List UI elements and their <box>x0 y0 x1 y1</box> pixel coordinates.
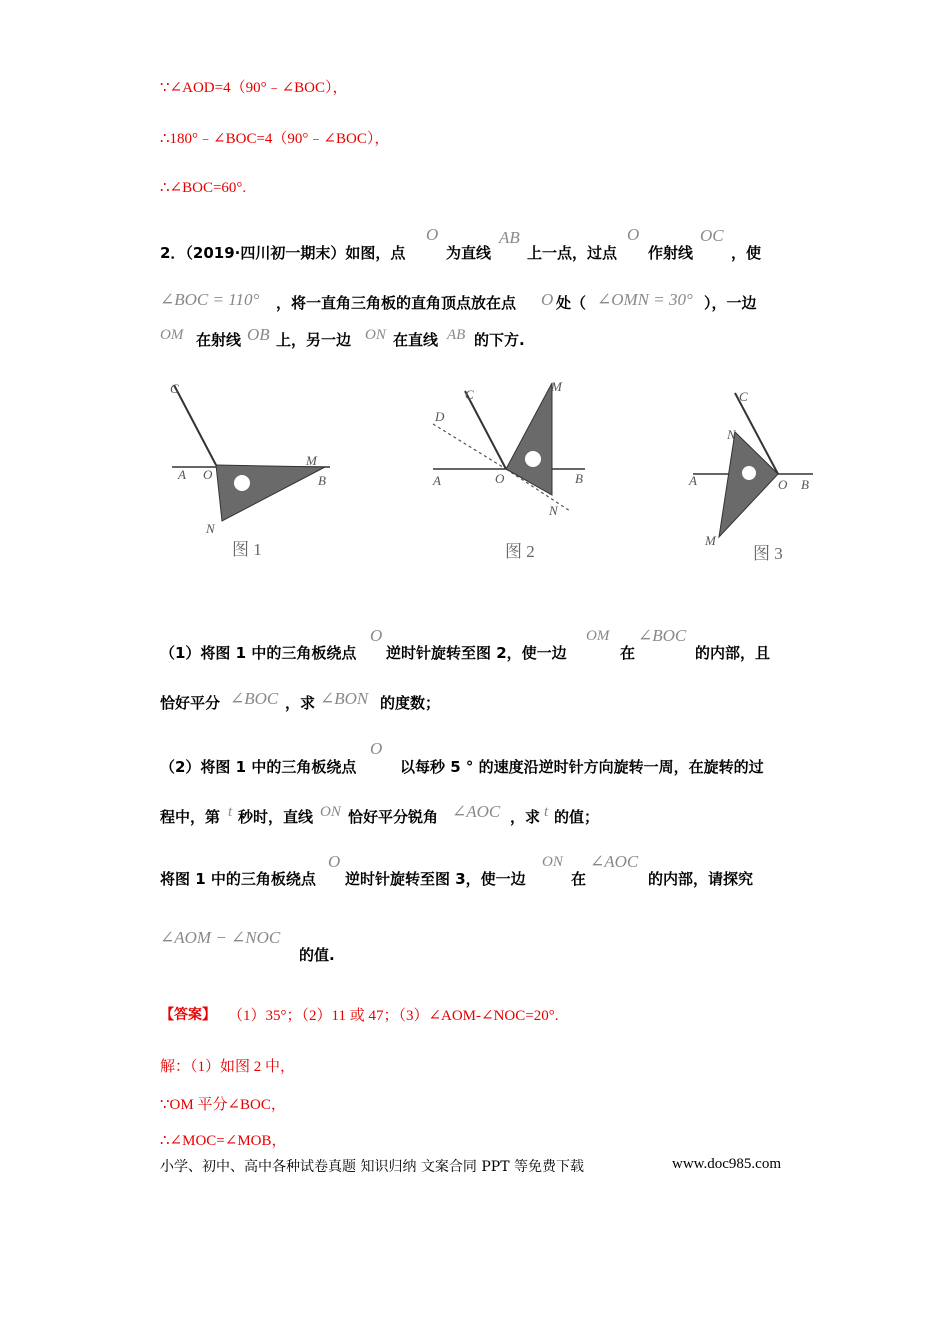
solution-line: ∵OM 平分∠BOC， <box>160 1097 286 1113</box>
math-AOC: ∠AOC <box>452 802 501 821</box>
math-O: O <box>627 225 640 244</box>
part2-text: 秒时，直线 <box>238 808 314 826</box>
math-t: t <box>544 804 549 820</box>
math-AOC: ∠AOC <box>590 852 639 871</box>
answer-label: 【答案】 <box>160 1007 216 1023</box>
problem-number: 2．（2019·四川初一期末）如图，点 <box>160 244 406 262</box>
label-B: B <box>575 471 583 486</box>
figure-1-caption: 图 1 <box>232 540 262 559</box>
problem-text: 上一点，过点 <box>527 244 618 262</box>
ray-oc <box>174 385 216 465</box>
figure-3 <box>685 385 825 565</box>
problem-text: 的下方. <box>474 331 525 349</box>
solution-line-2: ∴180°﹣∠BOC=4（90°﹣∠BOC）， <box>160 131 390 147</box>
label-N: N <box>549 503 558 518</box>
set-square-hole <box>234 475 250 491</box>
part2-text: （2）将图 1 中的三角板绕点 <box>160 758 357 776</box>
math-AB: AB <box>499 228 520 247</box>
footer-url[interactable]: www.doc985.com <box>672 1156 782 1172</box>
set-square <box>719 432 778 537</box>
part2-text: 恰好平分锐角 <box>348 808 439 826</box>
footer-left: 小学、初中、高中各种试卷真题 知识归纳 文案合同 PPT 等免费下载 <box>160 1159 584 1175</box>
math-ON: ON <box>365 327 386 343</box>
set-square <box>506 383 552 495</box>
part1-text: 逆时针旋转至图 2，使一边 <box>386 644 567 662</box>
label-B: B <box>801 477 809 492</box>
label-O: O <box>778 477 788 492</box>
math-OM: OM <box>586 628 610 644</box>
label-N: N <box>206 521 215 536</box>
label-C: C <box>170 381 179 396</box>
math-O: O <box>370 626 383 645</box>
label-C: C <box>739 389 748 404</box>
solution-line: ∴∠MOC=∠MOB， <box>160 1133 287 1149</box>
part1-text: ，求 <box>285 694 316 712</box>
math-ON: ON <box>320 804 341 820</box>
math-angle-boc: ∠BOC = 110° <box>160 290 260 309</box>
problem-text: ），一边 <box>704 294 757 312</box>
solution-line-1: ∵∠AOD=4（90°﹣∠BOC）， <box>160 80 348 96</box>
math-t: t <box>228 804 233 820</box>
math-aom-noc: ∠AOM − ∠NOC <box>160 928 281 947</box>
label-D: D <box>435 409 445 424</box>
label-B: B <box>318 473 326 488</box>
part2-text: 程中，第 <box>160 808 221 826</box>
math-angle-omn: ∠OMN = 30° <box>597 290 693 309</box>
solution-line: 解：（1）如图 2 中， <box>160 1059 296 1075</box>
part3-text: 逆时针旋转至图 3，使一边 <box>345 870 526 888</box>
label-O: O <box>495 471 505 486</box>
label-C: C <box>465 387 474 402</box>
ray-oc <box>465 391 506 469</box>
math-BOC: ∠BOC <box>638 626 687 645</box>
problem-text: 在射线 <box>196 331 242 349</box>
problem-text: 在直线 <box>393 331 439 349</box>
label-N: N <box>727 427 736 442</box>
part1-text: 在 <box>620 644 636 662</box>
math-O: O <box>328 852 341 871</box>
figure-2 <box>425 375 600 565</box>
part2-text: 以每秒 5 ° 的速度沿逆时针方向旋转一周，在旋转的过 <box>400 758 764 776</box>
label-M: M <box>705 533 716 548</box>
math-OB: OB <box>247 325 270 344</box>
problem-text: ，将一直角三角板的直角顶点放在点 <box>276 294 517 312</box>
math-BOC: ∠BOC <box>230 689 279 708</box>
math-O: O <box>370 739 383 758</box>
figure-1 <box>160 375 350 565</box>
math-AB: AB <box>447 327 466 343</box>
math-O: O <box>426 225 439 244</box>
part1-text: 的内部，且 <box>695 644 771 662</box>
set-square <box>216 465 325 521</box>
problem-text: 处（ <box>556 294 587 312</box>
solution-line-3: ∴∠BOC=60°. <box>160 180 247 196</box>
label-A: A <box>178 467 186 482</box>
set-square-hole <box>525 451 541 467</box>
part1-text: 的度数； <box>380 694 441 712</box>
label-A: A <box>433 473 441 488</box>
problem-text: 上，另一边 <box>276 331 352 349</box>
math-OM: OM <box>160 327 184 343</box>
part1-text: （1）将图 1 中的三角板绕点 <box>160 644 357 662</box>
part3-text: 在 <box>571 870 587 888</box>
math-O: O <box>541 290 554 309</box>
figure-2-caption: 图 2 <box>505 542 535 561</box>
label-A: A <box>689 473 697 488</box>
part2-text: ，求 <box>510 808 541 826</box>
answer-text: （1）35°；（2）11 或 47；（3）∠AOM-∠NOC=20°. <box>228 1008 559 1024</box>
figure-3-caption: 图 3 <box>753 544 783 563</box>
problem-text: 作射线 <box>648 244 694 262</box>
problem-text: 为直线 <box>446 244 492 262</box>
part3-text: 的内部，请探究 <box>648 870 754 888</box>
math-BON: ∠BON <box>320 689 369 708</box>
math-ON: ON <box>542 854 563 870</box>
label-O: O <box>203 467 213 482</box>
part1-text: 恰好平分 <box>160 694 221 712</box>
label-M: M <box>306 453 317 468</box>
part2-text: 的值； <box>554 808 600 826</box>
set-square-hole <box>742 466 756 480</box>
math-OC: OC <box>700 226 724 245</box>
part3-text: 将图 1 中的三角板绕点 <box>160 870 316 888</box>
label-M: M <box>551 379 562 394</box>
problem-text: ，使 <box>731 244 762 262</box>
part3-text: 的值. <box>299 946 335 964</box>
